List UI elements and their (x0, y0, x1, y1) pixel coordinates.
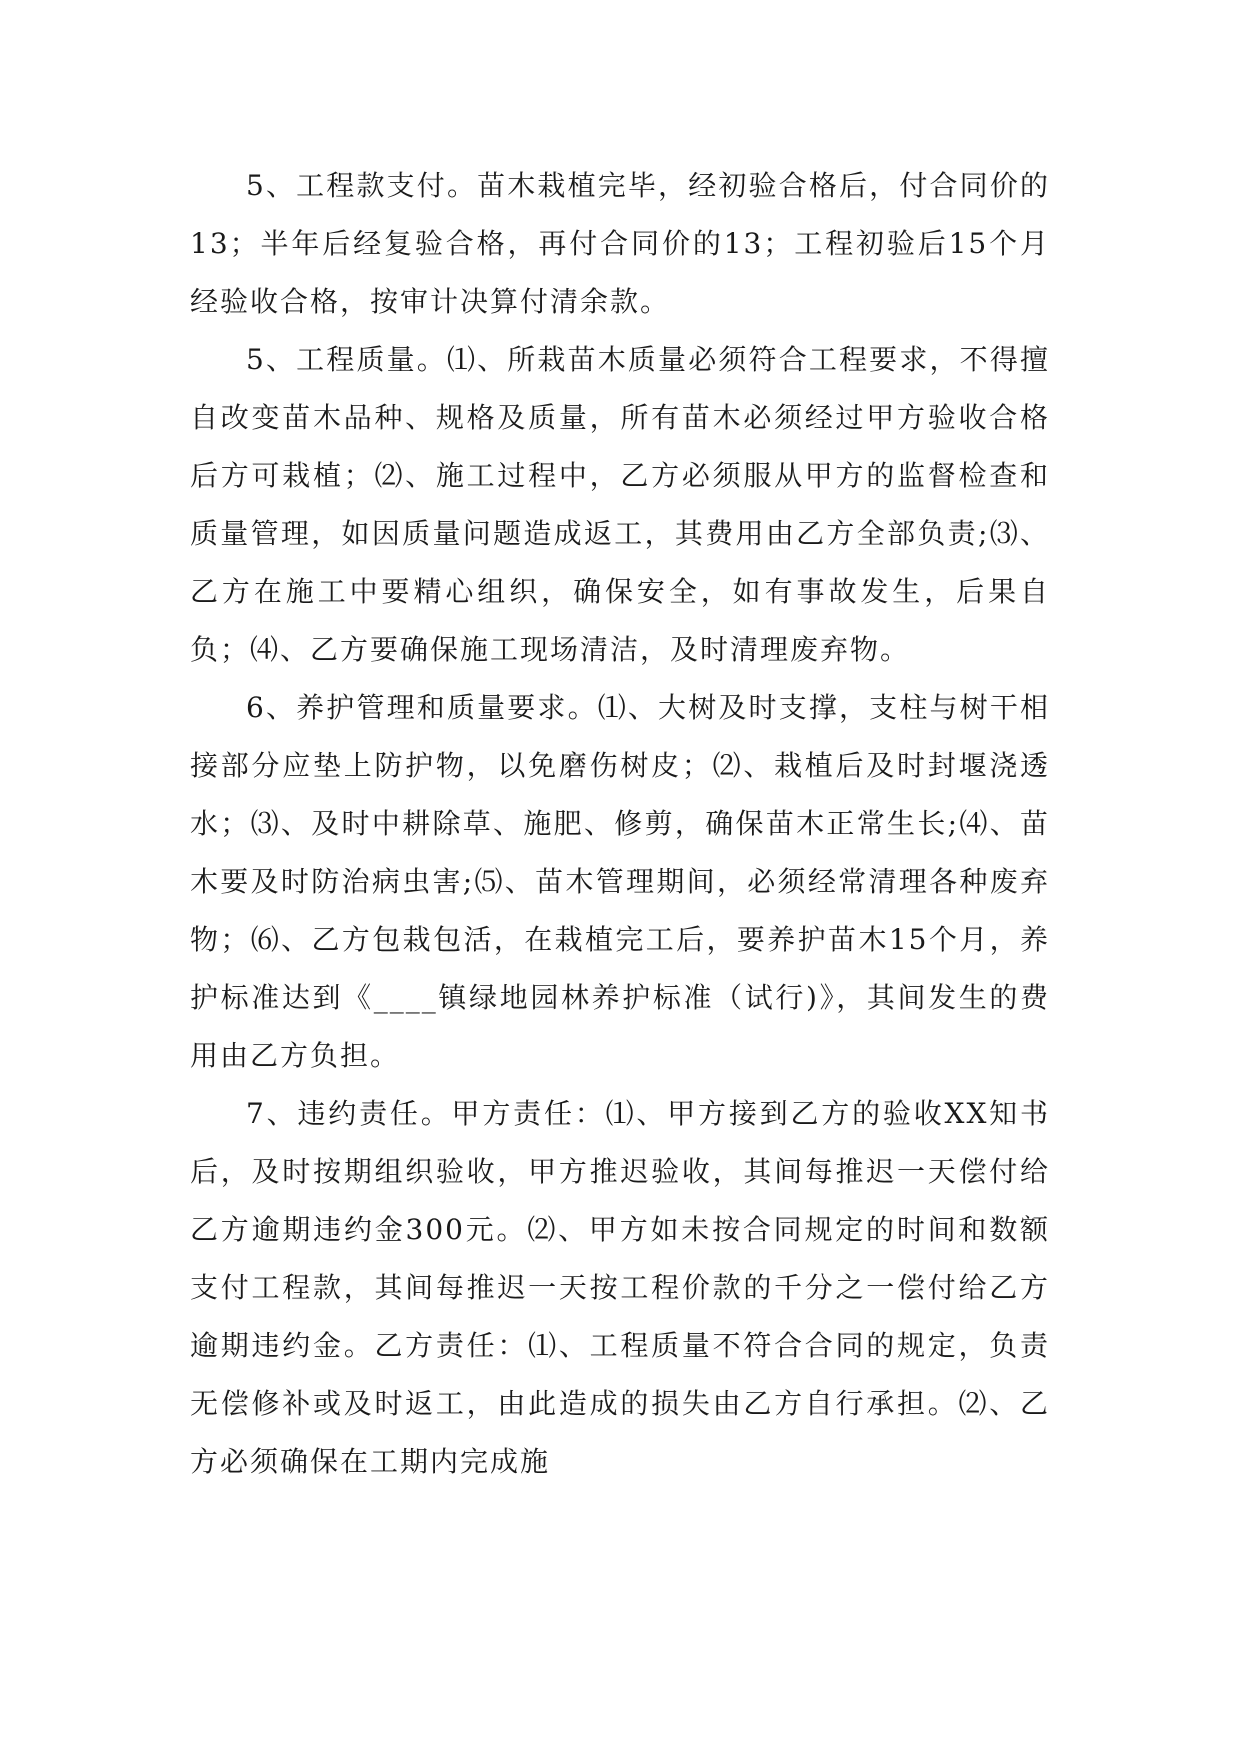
paragraph-quality: 5、工程质量。⑴、所栽苗木质量必须符合工程要求，不得擅自改变苗木品种、规格及质量，所有苗木必须经过甲方验收合格后方可栽植；⑵、施工过程中，乙方必须服从甲方的监督检查和质量管理，如因质量问题造成返工，其费用由乙方全部负责;⑶、乙方在施工中要精心组织，确保安全，如有事故发生，后果自负；⑷、乙方要确保施工现场清洁，及时清理废弃物。 (190, 343, 1050, 666)
paragraph-liability: 7、违约责任。甲方责任：⑴、甲方接到乙方的验收XX知书后，及时按期组织验收，甲方推迟验收，其间每推迟一天偿付给乙方逾期违约金300元。⑵、甲方如未按合同规定的时间和数额支付工程款，其间每推迟一天按工程价款的千分之一偿付给乙方逾期违约金。乙方责任：⑴、工程质量不符合合同的规定，负责无偿修补或及时返工，由此造成的损失由乙方自行承担。⑵、乙方必须确保在工期内完成施 (190, 1097, 1050, 1478)
paragraph-maintenance: 6、养护管理和质量要求。⑴、大树及时支撑，支柱与树干相接部分应垫上防护物，以免磨伤树皮；⑵、栽植后及时封堰浇透水；⑶、及时中耕除草、施肥、修剪，确保苗木正常生长;⑷、苗木要及时防治病虫害;⑸、苗木管理期间，必须经常清理各种废弃物；⑹、乙方包栽包活，在栽植完工后，要养护苗木15个月，养护标准达到《____镇绿地园林养护标准（试行)》，其间发生的费用由乙方负担。 (190, 691, 1050, 1072)
paragraph-payment: 5、工程款支付。苗木栽植完毕，经初验合格后，付合同价的13；半年后经复验合格，再付合同价的13；工程初验后15个月经验收合格，按审计决算付清余款。 (190, 169, 1050, 318)
document-body (190, 157, 1050, 1491)
